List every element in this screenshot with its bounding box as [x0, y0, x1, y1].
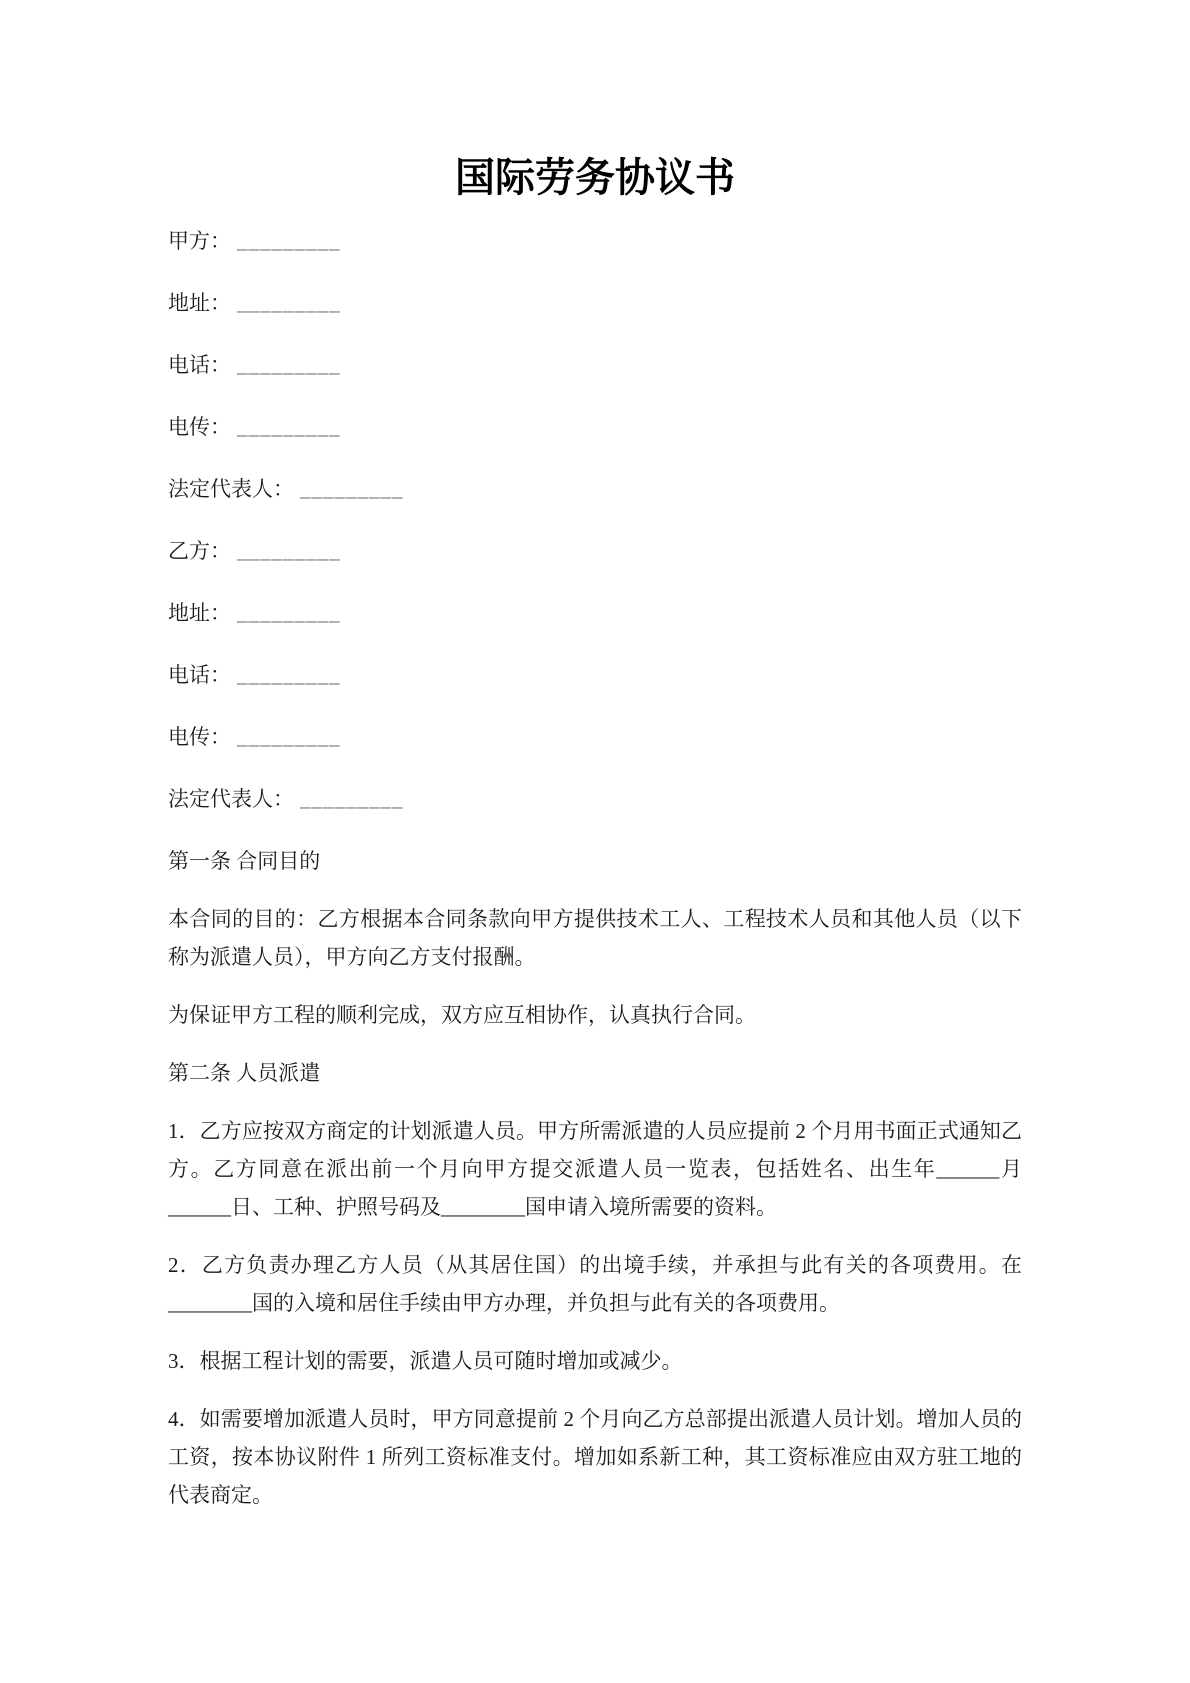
field-label: 法定代表人：: [168, 477, 294, 501]
field-row-party-b: [168, 532, 1022, 570]
field-label: 乙方：: [168, 539, 231, 563]
field-label: 电话：: [168, 353, 231, 377]
field-row-party-a-legal-rep: [168, 470, 1022, 508]
field-row-party-a-address: [168, 284, 1022, 322]
section-2-item-4: 4．如需要增加派遣人员时，甲方同意提前 2 个月向乙方总部提出派遣人员计划。增加人员的工资，按本协议附件 1 所列工资标准支付。增加如系新工种，其工资标准应由双方驻工地的代表商定。: [168, 1407, 1022, 1507]
field-row-party-a-phone: [168, 346, 1022, 384]
field-row-party-b-telex: [168, 718, 1022, 756]
field-blank-line: _________: [237, 291, 341, 315]
field-blank-line: _________: [237, 415, 341, 439]
field-label: 电话：: [168, 663, 231, 687]
field-blank-line: _________: [237, 601, 341, 625]
section-2-item-3: 3．根据工程计划的需要，派遣人员可随时增加或减少。: [168, 1349, 683, 1373]
field-label: 地址：: [168, 291, 231, 315]
section-2-heading: 第二条 人员派遣: [168, 1061, 321, 1085]
field-row-party-a-telex: [168, 408, 1022, 446]
field-row-party-b-address: [168, 594, 1022, 632]
field-row-party-b-phone: [168, 656, 1022, 694]
field-blank-line: _________: [237, 539, 341, 563]
field-blank-line: _________: [237, 663, 341, 687]
field-row-party-b-legal-rep: [168, 780, 1022, 818]
field-label: 电传：: [168, 725, 231, 749]
field-blank-line: _________: [237, 725, 341, 749]
field-label: 地址：: [168, 601, 231, 625]
section-2-item-2: 2．乙方负责办理乙方人员（从其居住国）的出境手续，并承担与此有关的各项费用。在________国的入境和居住手续由甲方办理，并负担与此有关的各项费用。: [168, 1253, 1022, 1315]
document-title: 国际劳务协议书: [455, 155, 735, 200]
section-1-paragraph-cooperation: 为保证甲方工程的顺利完成，双方应互相协作，认真执行合同。: [168, 1003, 756, 1027]
section-1-paragraph-purpose: 本合同的目的：乙方根据本合同条款向甲方提供技术工人、工程技术人员和其他人员（以下称为派遣人员），甲方向乙方支付报酬。: [168, 907, 1022, 969]
field-blank-line: _________: [237, 353, 341, 377]
field-blank-line: _________: [300, 787, 404, 811]
field-label: 电传：: [168, 415, 231, 439]
field-label: 法定代表人：: [168, 787, 294, 811]
section-1-heading: 第一条 合同目的: [168, 849, 321, 873]
field-blank-line: _________: [237, 229, 341, 253]
field-row-party-a: [168, 222, 1022, 260]
field-label: 甲方：: [168, 229, 231, 253]
field-blank-line: _________: [300, 477, 404, 501]
section-2-item-1: 1．乙方应按双方商定的计划派遣人员。甲方所需派遣的人员应提前 2 个月用书面正式通知乙方。乙方同意在派出前一个月向甲方提交派遣人员一览表，包括姓名、出生年______月______日、工种、护照号码及________国申请入境所需要的资料。: [168, 1119, 1022, 1219]
